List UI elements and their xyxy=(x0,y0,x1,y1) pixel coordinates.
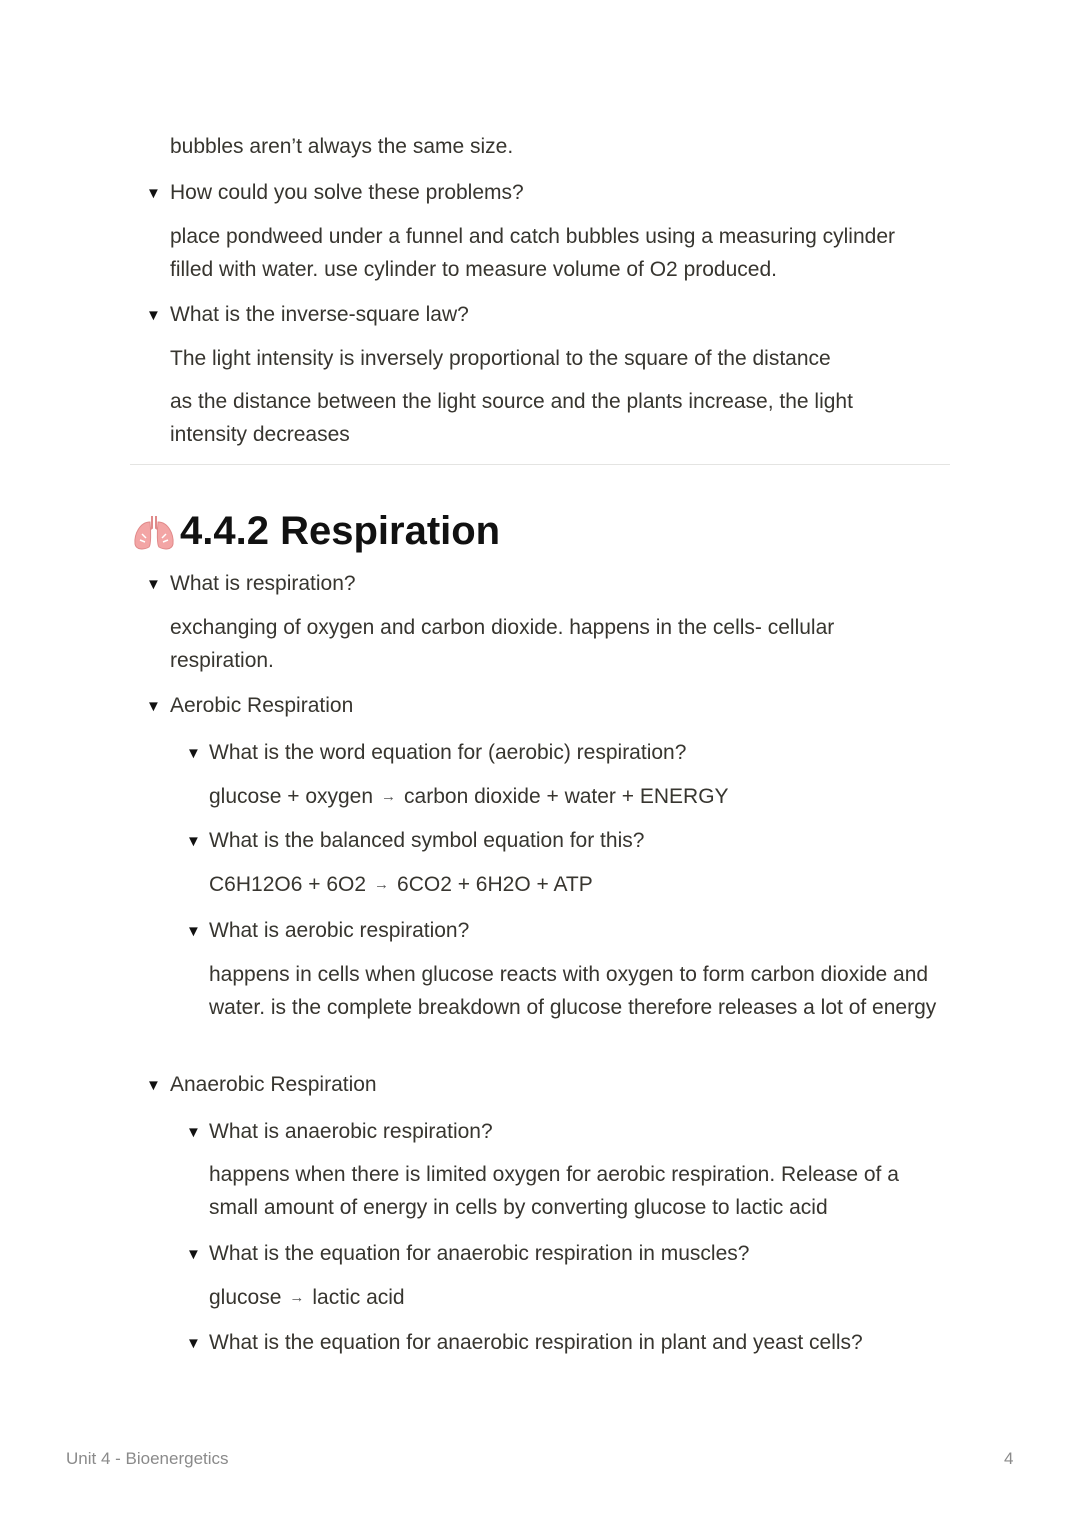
toggle-triangle-icon[interactable]: ▼ xyxy=(186,745,201,762)
toggle-question-solve[interactable]: How could you solve these problems? xyxy=(170,181,524,204)
muscles-equation-left: glucose xyxy=(209,1286,282,1309)
answer-aerobic: happens in cells when glucose reacts with oxygen to form carbon dioxide and water. is the complete breakdown of glucose therefore releases a lot of energy xyxy=(209,963,937,1019)
arrow-icon: → xyxy=(289,1289,305,1306)
toggle-question-aerobic[interactable]: What is aerobic respiration? xyxy=(209,919,470,942)
toggle-aerobic[interactable]: Aerobic Respiration xyxy=(170,694,354,717)
toggle-triangle-icon[interactable]: ▼ xyxy=(146,698,161,715)
arrow-icon: → xyxy=(374,876,390,893)
toggle-question-inverse[interactable]: What is the inverse-square law? xyxy=(170,303,469,326)
symbol-equation-left: C6H12O6 + 6O2 xyxy=(209,873,367,896)
toggle-triangle-icon[interactable]: ▼ xyxy=(186,833,201,850)
toggle-triangle-icon[interactable]: ▼ xyxy=(146,185,161,202)
answer-respiration: exchanging of oxygen and carbon dioxide. happens in the cells- cellular respiration. xyxy=(170,616,835,672)
answer-inverse-2: as the distance between the light source and the plants increase, the light intensity decreases xyxy=(170,390,853,446)
answer-inverse-1: The light intensity is inversely proportional to the square of the distance xyxy=(170,347,831,370)
answer-anaerobic: happens when there is limited oxygen for aerobic respiration. Release of a small amount of energy in cells by converting glucose to lactic acid xyxy=(209,1163,899,1219)
toggle-triangle-icon[interactable]: ▼ xyxy=(146,1077,161,1094)
toggle-triangle-icon[interactable]: ▼ xyxy=(186,1335,201,1352)
answer-solve: place pondweed under a funnel and catch bubbles using a measuring cylinder filled with water. use cylinder to measure volume of O2 produced. xyxy=(170,225,895,281)
toggle-triangle-icon[interactable]: ▼ xyxy=(186,1124,201,1141)
arrow-icon: → xyxy=(381,788,397,805)
muscles-equation xyxy=(209,1281,405,1316)
symbol-equation-right: 6CO2 + 6H2O + ATP xyxy=(397,873,593,896)
word-equation xyxy=(209,780,729,815)
section-heading: 4.4.2 Respiration xyxy=(180,509,501,553)
word-equation-left: glucose + oxygen xyxy=(209,785,374,808)
toggle-triangle-icon[interactable]: ▼ xyxy=(146,576,161,593)
footer-page-number: 4 xyxy=(1004,1449,1014,1468)
toggle-question-word-equation[interactable]: What is the word equation for (aerobic) respiration? xyxy=(209,741,687,764)
toggle-triangle-icon[interactable]: ▼ xyxy=(186,923,201,940)
toggle-triangle-icon[interactable]: ▼ xyxy=(146,307,161,324)
toggle-question-respiration[interactable]: What is respiration? xyxy=(170,572,356,595)
footer-unit: Unit 4 - Bioenergetics xyxy=(66,1449,229,1468)
continued-answer: bubbles aren’t always the same size. xyxy=(170,135,514,158)
toggle-question-plant-yeast[interactable]: What is the equation for anaerobic respiration in plant and yeast cells? xyxy=(209,1331,863,1354)
lungs-icon xyxy=(132,512,176,552)
symbol-equation xyxy=(209,868,593,903)
word-equation-right: carbon dioxide + water + ENERGY xyxy=(404,785,729,808)
toggle-question-muscles[interactable]: What is the equation for anaerobic respiration in muscles? xyxy=(209,1242,750,1265)
toggle-anaerobic[interactable]: Anaerobic Respiration xyxy=(170,1073,377,1096)
toggle-question-symbol-equation[interactable]: What is the balanced symbol equation for this? xyxy=(209,829,645,852)
toggle-triangle-icon[interactable]: ▼ xyxy=(186,1246,201,1263)
toggle-question-anaerobic[interactable]: What is anaerobic respiration? xyxy=(209,1120,493,1143)
section-divider xyxy=(130,464,950,465)
muscles-equation-right: lactic acid xyxy=(312,1286,405,1309)
